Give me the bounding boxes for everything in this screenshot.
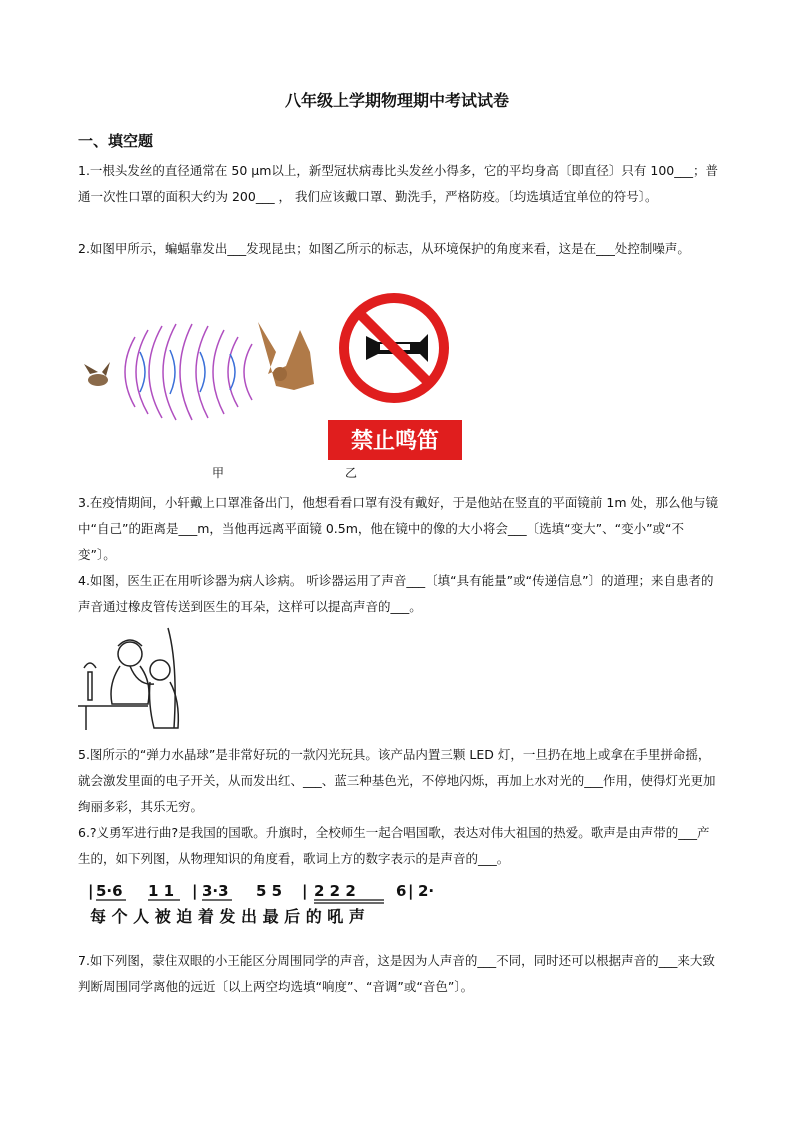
doctor-stethoscope-figure (78, 624, 188, 734)
score-notation (88, 878, 468, 930)
note-group: 6 (396, 882, 407, 900)
section-heading: 一、填空题 (78, 132, 154, 150)
question-3: 3.在疫情期间，小轩戴上口罩准备出门，他想看看口罩有没有戴好，于是他站在竖直的平面镜前 1m 处，那么他与镜中“自己”的距离是___m，当他再远离平面镜 0.5m，他在镜中的像的大小将会___〔选填“变大”、“变小”或“不变”〕。 (78, 495, 719, 562)
anthem-score-figure (88, 878, 468, 930)
sign-text: 禁止鸣笛 (350, 429, 440, 454)
note-group: 1 1 (148, 882, 175, 900)
score-lyrics: 每 个 人 被 迫 着 发 出 最 后 的 吼 声 (90, 907, 365, 926)
svg-text:|: | (88, 882, 94, 900)
page-title: 八年级上学期物理期中考试试卷 (284, 91, 509, 110)
svg-text:|: | (302, 882, 308, 900)
sound-waves (125, 324, 252, 420)
question-7: 7.如下列图，蒙住双眼的小王能区分周围同学的声音，这是因为人声音的___不同，同时还可以根据声音的___来大致判断周围同学离他的远近〔以上两空均选填“响度”、“音调”或“音色”〕。 (78, 953, 715, 994)
figure-label-yi: 乙 (345, 466, 358, 480)
figure-label-jia: 甲 (212, 466, 225, 480)
note-group: 2 2 2 (314, 882, 356, 900)
question-2: 2.如图甲所示，蝙蝠靠发出___发现昆虫；如图乙所示的标志，从环境保护的角度来看，这是在___处控制噪声。 (78, 241, 690, 256)
question-6: 6.?义勇军进行曲?是我国的国歌。升旗时，全校师生一起合唱国歌，表达对伟大祖国的热爱。歌声是由声带的___产生的，如下列图，从物理知识的角度看，歌词上方的数字表示的是声音的___。 (78, 825, 710, 866)
note-group: 3·3 (202, 882, 229, 900)
bat-icon (258, 322, 314, 390)
no-horn-sign-figure (328, 286, 462, 462)
svg-text:|: | (192, 882, 198, 900)
note-group: 2· (418, 882, 435, 900)
moth-icon (84, 362, 110, 386)
reflected-waves (140, 350, 235, 394)
question-4: 4.如图，医生正在用听诊器为病人诊病。 听诊器运用了声音___〔填“具有能量”或“传递信息”〕的道理；来自患者的声音通过橡皮管传送到医生的耳朵，这样可以提高声音的___。 (78, 573, 714, 614)
question-5: 5.图所示的“弹力水晶球”是非常好玩的一款闪光玩具。该产品内置三颗 LED 灯，一旦扔在地上或拿在手里拼命摇，就会激发里面的电子开关，从而发出红、___、蓝三种基色光，不停地闪烁，再加上水对光的___作用，使得灯光更加绚丽多彩，其乐无穷。 (78, 747, 716, 814)
note-group: 5 5 (256, 882, 283, 900)
bat-echolocation-figure (80, 312, 320, 422)
note-group: 5·6 (96, 882, 123, 900)
question-1: 1.一根头发丝的直径通常在 50 μm以上，新型冠状病毒比头发丝小得多，它的平均身高〔即直径〕只有 100___；普通一次性口罩的面积大约为 200___ ， 我们应该戴口罩、勤洗手，严格防疫。〔均选填适宜单位的符号〕。 (78, 163, 718, 204)
svg-text:|: | (408, 882, 414, 900)
